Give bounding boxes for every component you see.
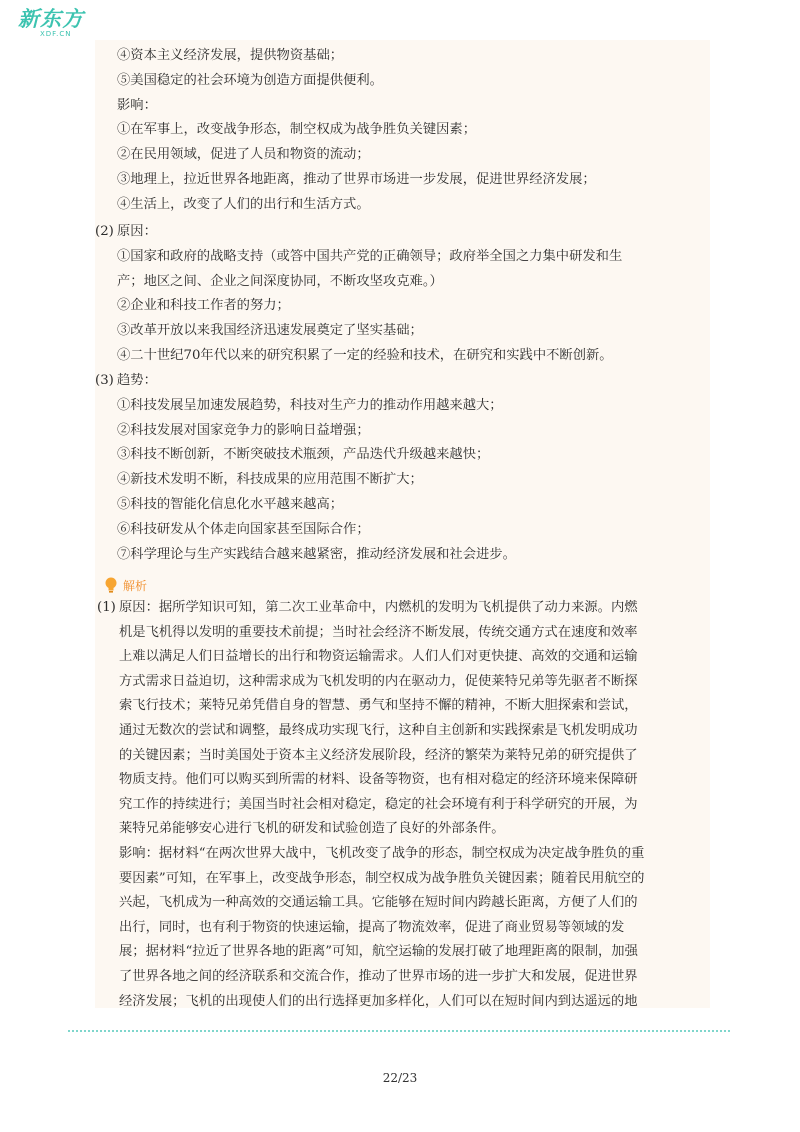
logo-text: 新东方: [18, 7, 84, 31]
analysis-line: 方式需求日益迫切，这种需求成为飞机发明的内在驱动力，促使莱特兄弟等先驱者不断探: [119, 673, 638, 689]
text-line: ①科技发展呈加速发展趋势，科技对生产力的推动作用越来越大；: [117, 397, 503, 413]
analysis-line: 兴起，飞机成为一种高效的交通运输工具。它能够在短时间内跨越长距离，方便了人们的: [119, 895, 638, 911]
analysis-line: 索飞行技术；莱特兄弟凭借自身的智慧、勇气和坚持不懈的精神，不断大胆探索和尝试，: [119, 698, 638, 714]
lightbulb-icon: [103, 576, 119, 594]
analysis-line: 通过无数次的尝试和调整，最终成功实现飞行，这种自主创新和实践探索是飞机发明成功: [119, 722, 638, 738]
analysis-header: [103, 574, 147, 596]
content-panel: [95, 40, 710, 1008]
analysis-line: 的关键因素；当时美国处于资本主义经济发展阶段，经济的繁荣为莱特兄弟的研究提供了: [119, 747, 638, 763]
page-number: 22/23: [382, 1071, 418, 1085]
text-line: ④资本主义经济发展，提供物资基础；: [117, 48, 344, 63]
text-line: ⑤科技的智能化信息化水平越来越高；: [117, 496, 344, 512]
analysis-line: 要因素”可知，在军事上，改变战争形态，制空权成为战争胜负关键因素；随着民用航空的: [119, 870, 645, 886]
text-line: ②科技发展对国家竞争力的影响日益增强；: [117, 422, 370, 438]
analysis-line: 出行，同时，也有利于物资的快速运输，提高了物流效率，促进了商业贸易等领域的发: [119, 919, 625, 935]
analysis-line: 物质支持。他们可以购买到所需的材料、设备等物资，也有相对稳定的经济环境来保障研: [119, 772, 638, 788]
section2-number: (2): [95, 224, 114, 239]
text-line: 影响：: [117, 97, 157, 113]
analysis-line: 经济发展；飞机的出现使人们的出行选择更加多样化，人们可以在短时间内到达遥远的地: [119, 993, 638, 1009]
section2-title: 原因：: [117, 224, 157, 239]
section1-list: [95, 44, 710, 218]
xdf-logo: [18, 8, 88, 42]
analysis-line: 上难以满足人们日益增长的出行和物资运输需求。人们人们对更快捷、高效的交通和运输: [119, 649, 638, 665]
text-line: ⑦科学理论与生产实践结合越来越紧密，推动经济发展和社会进步。: [117, 546, 516, 562]
analysis-line: 究工作的持续进行；美国当时社会相对稳定，稳定的社会环境有利于科学研究的开展，为: [119, 796, 638, 812]
text-line: ②企业和科技工作者的努力；: [117, 298, 290, 314]
text-line: ①在军事上，改变战争形态，制空权成为战争胜负关键因素；: [117, 122, 477, 138]
analysis-line-text: 原因：据所学知识可知，第二次工业革命中，内燃机的发明为飞机提供了动力来源。内燃: [119, 600, 638, 615]
analysis-line: 机是飞机得以发明的重要技术前提；当时社会经济不断发展，传统交通方式在速度和效率: [119, 624, 638, 640]
text-line: 产；地区之间、企业之间深度协同，不断攻坚攻克难。）: [117, 273, 443, 289]
analysis-line: 影响：据材料“在两次世界大战中，飞机改变了战争的形态，制空权成为决定战争胜负的重: [119, 845, 645, 861]
dotted-divider: [68, 1030, 730, 1032]
logo-subtext: XDF.CN: [40, 30, 72, 38]
section3-title: 趋势：: [117, 373, 157, 388]
text-line: ④生活上，改变了人们的出行和生活方式。: [117, 196, 370, 212]
text-line: ④二十世纪70年代以来的研究积累了一定的经验和技术，在研究和实践中不断创新。: [117, 347, 613, 363]
analysis-line: 了世界各地之间的经济联系和交流合作，推动了世界市场的进一步扩大和发展，促进世界: [119, 968, 638, 984]
analysis-label: 解析: [123, 578, 148, 593]
text-line: ⑤美国稳定的社会环境为创造方面提供便利。: [117, 72, 383, 88]
analysis-line: 展；据材料“拉近了世界各地的距离”可知，航空运输的发展打破了地理距离的限制，加强: [119, 944, 638, 960]
text-line: ③改革开放以来我国经济迅速发展奠定了坚实基础；: [117, 323, 423, 339]
text-line: ⑥科技研发从个体走向国家甚至国际合作；: [117, 521, 370, 537]
text-line: ②在民用领域，促进了人员和物资的流动；: [117, 147, 370, 163]
analysis-paragraph: [97, 596, 695, 1014]
section3-number: (3): [95, 373, 114, 388]
analysis-line: 莱特兄弟能够安心进行飞机的研发和试验创造了良好的外部条件。: [119, 821, 505, 837]
analysis-number: (1): [97, 600, 116, 615]
text-line: ④新技术发明不断，科技成果的应用范围不断扩大；: [117, 472, 423, 488]
text-line: ①国家和政府的战略支持（或答中国共产党的正确领导；政府举全国之力集中研发和生: [117, 248, 623, 264]
text-line: ③地理上，拉近世界各地距离，推动了世界市场进一步发展，促进世界经济发展；: [117, 171, 596, 187]
section3: [95, 369, 710, 567]
section2: [95, 220, 710, 369]
text-line: ③科技不断创新，不断突破技术瓶颈，产品迭代升级越来越快；: [117, 447, 490, 463]
analysis-line: [97, 596, 695, 621]
